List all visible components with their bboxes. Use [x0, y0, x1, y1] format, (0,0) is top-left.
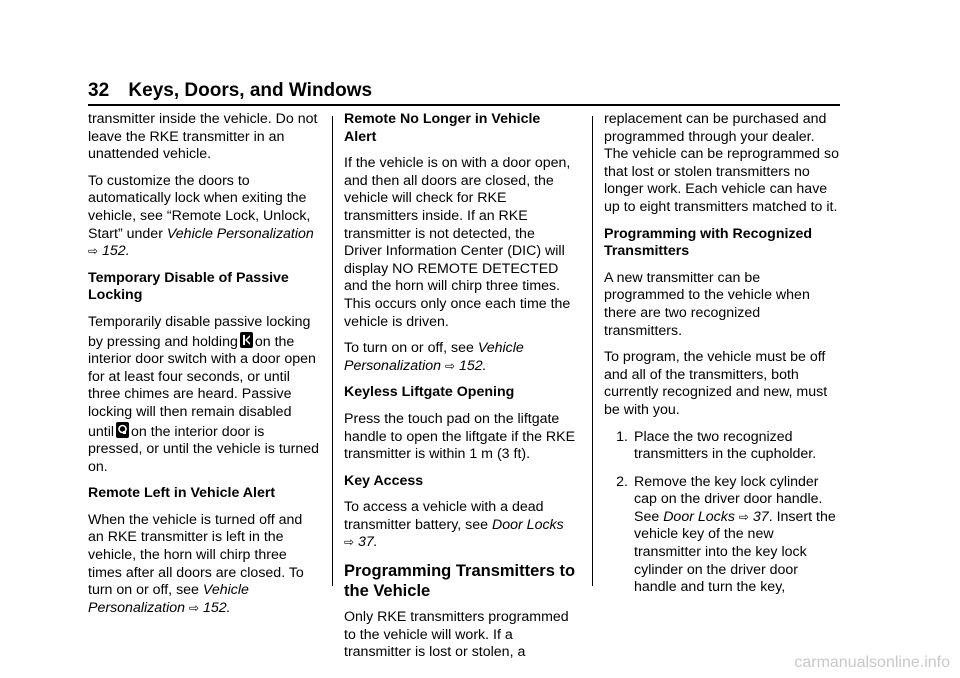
- section-heading: Programming Transmitters to the Vehicle: [344, 562, 576, 601]
- section-title: Keys, Doors, and Windows: [128, 80, 373, 101]
- text: To access a vehicle with a dead transmitter battery, see: [344, 499, 544, 533]
- list-item: [604, 429, 840, 464]
- page-ref[interactable]: 37: [358, 534, 374, 551]
- paragraph: Only RKE transmitters programmed to the vehicle will work. If a transmitter is lost or stolen, a: [344, 609, 569, 661]
- cross-reference-link[interactable]: Vehicle Personalization: [344, 340, 524, 374]
- text: Remove the key lock cylinder cap on the driver door handle. See: [634, 473, 823, 525]
- page-header: [88, 80, 372, 102]
- text: When the vehicle is turned off and an RKE transmitter is left in the vehicle, the horn will chirp three times after all doors are closed. To turn on or off, see: [88, 511, 304, 599]
- paragraph: [88, 314, 320, 476]
- lock-button-icon: [116, 422, 129, 438]
- page-arrow-icon: ⇨: [444, 358, 456, 373]
- text: To turn on or off, see: [344, 340, 478, 357]
- column-3: [604, 111, 840, 607]
- paragraph: To turn on or off, see Vehicle Personalization ⇨ 152.: [344, 340, 524, 374]
- page-arrow-icon: ⇨: [188, 600, 200, 615]
- column-divider-1: [332, 116, 333, 586]
- page-ref[interactable]: 37: [752, 508, 769, 525]
- paragraph: Press the touch pad on the liftgate handle to open the liftgate if the RKE transmitter is within 1 m (3 ft).: [344, 410, 576, 463]
- cross-reference-link[interactable]: Door Locks: [491, 516, 564, 533]
- text: on the interior door switch with a door open for at least four seconds, or until three chimes are heard. Passive locking will then remain disabled until: [88, 333, 316, 440]
- text: Temporarily disable passive locking by pressing and holding: [88, 313, 311, 350]
- page-number: 32: [88, 80, 110, 101]
- column-divider-2: [592, 116, 593, 586]
- text: on the interior door is pressed, or until the vehicle is turned on.: [88, 423, 320, 475]
- text: To customize the doors to automatically lock when exiting the vehicle, see “Remote Lock, Unlock, Start” under: [88, 172, 311, 242]
- steps-list: [604, 429, 840, 597]
- header-rule: [88, 104, 840, 106]
- cross-reference-link[interactable]: Vehicle Personalization: [88, 582, 249, 616]
- list-item: [604, 474, 840, 597]
- page-arrow-icon: ⇨: [738, 509, 749, 524]
- text: . Insert the vehicle key of the new transmitter into the key lock cylinder on the driver door handle and turn the key,: [634, 508, 836, 596]
- step-number: 2.: [616, 473, 628, 490]
- heading: Remote No Longer in Vehicle Alert: [344, 111, 541, 145]
- cross-reference-link[interactable]: Door Locks: [663, 508, 735, 525]
- step-number: 1.: [616, 428, 628, 445]
- heading: Remote Left in Vehicle Alert: [88, 485, 276, 502]
- page-arrow-icon: ⇨: [88, 244, 99, 259]
- heading: Programming with Recognized Transmitters: [604, 225, 813, 260]
- paragraph: To access a vehicle with a dead transmitter battery, see Door Locks ⇨ 37.: [344, 499, 564, 551]
- paragraph: If the vehicle is on with a door open, and then all doors are closed, the vehicle will check for RKE transmitters inside. If an RKE transmitter is not detected, the Driver Information Center (DIC) will display NO REMOTE DETECTED and the horn will chirp three times. This occurs only once each time the vehicle is driven.: [344, 155, 571, 330]
- paragraph: A new transmitter can be programmed to the vehicle when there are two recognized transmitters.: [604, 269, 810, 339]
- page-ref[interactable]: 152: [458, 357, 483, 374]
- paragraph: transmitter inside the vehicle. Do not leave the RKE transmitter in an unattended vehicle.: [88, 111, 318, 163]
- page-ref[interactable]: 152: [102, 243, 126, 260]
- paragraph: To customize the doors to automatically lock when exiting the vehicle, see “Remote Lock, Unlock, Start” under Vehicle Personalization ⇨ 152.: [88, 172, 314, 260]
- page-ref[interactable]: 152: [202, 599, 227, 616]
- heading: Key Access: [344, 472, 424, 489]
- paragraph: replacement can be purchased and programmed through your dealer. The vehicle can be reprogrammed so that lost or stolen transmitters no longer work. Each vehicle can have up to eight transmitters matched to it.: [604, 111, 840, 215]
- step-text: Place the two recognized transmitters in the cupholder.: [634, 428, 817, 463]
- step-text: [634, 474, 840, 597]
- paragraph: To program, the vehicle must be off and all of the transmitters, both currently recognized and new, must be with you.: [604, 349, 828, 418]
- column-1: [88, 111, 320, 626]
- unlock-button-icon: [240, 332, 253, 348]
- page-arrow-icon: ⇨: [344, 535, 355, 550]
- column-2: [344, 111, 576, 671]
- heading: Keyless Liftgate Opening: [344, 384, 515, 401]
- paragraph: When the vehicle is turned off and an RKE transmitter is left in the vehicle, the horn will chirp three times after all doors are closed. To turn on or off, see Vehicle Personalization ⇨ 152.: [88, 511, 304, 616]
- watermark: carmanualsonline.info: [794, 654, 950, 671]
- cross-reference-link[interactable]: Vehicle Personalization: [166, 225, 314, 242]
- heading: Temporary Disable of Passive Locking: [88, 269, 289, 304]
